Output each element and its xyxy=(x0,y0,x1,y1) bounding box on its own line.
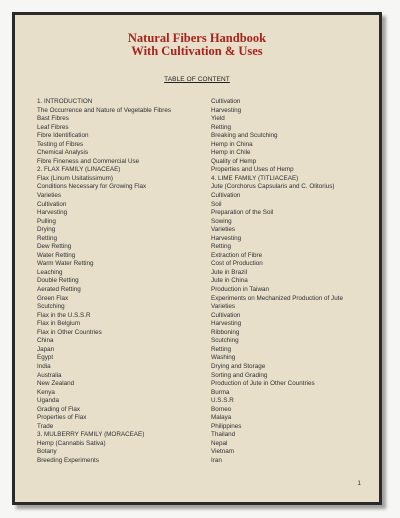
toc-column-right xyxy=(211,98,376,466)
toc-entry: 4. LIME FAMILY (TITLIACEAE) xyxy=(211,174,299,182)
toc-entry: Breaking and Scutching xyxy=(211,132,278,140)
toc-entry: Pulling xyxy=(37,217,56,225)
toc-entry: Sowing xyxy=(211,217,232,225)
toc-entry: Preparation of the Soil xyxy=(211,209,274,217)
toc-entry: The Occurrence and Nature of Vegetable Fibres xyxy=(37,106,172,114)
toc-entry: Flax in Belgium xyxy=(37,320,81,328)
toc-entry: Iran xyxy=(211,456,222,464)
document-page xyxy=(12,12,382,505)
toc-entry: Retting xyxy=(211,243,231,251)
toc-entry: Cultivation xyxy=(211,192,241,200)
toc-entry: Burma xyxy=(211,388,230,396)
toc-entry: Borneo xyxy=(211,405,232,413)
toc-entry: Washing xyxy=(211,354,236,362)
toc-entry: 2. FLAX FAMILY (LINACEAE) xyxy=(37,166,121,174)
toc-entry: Vietnam xyxy=(211,448,234,456)
toc-entry: Conditions Necessary for Growing Flax xyxy=(37,183,147,191)
toc-entry: Fibre Identification xyxy=(37,132,89,140)
toc-entry: Sorting and Grading xyxy=(211,371,268,379)
toc-entry: Cultivation xyxy=(211,98,241,105)
toc-entry: Hemp (Cannabis Sativa) xyxy=(37,439,106,447)
toc-entry: Cultivation xyxy=(37,200,67,208)
toc-entry: Harvesting xyxy=(211,234,242,242)
toc-entry: Varieties xyxy=(211,303,236,311)
toc-entry: Nepal xyxy=(211,439,228,447)
toc-entry: Hemp in Chile xyxy=(211,149,251,157)
toc-column-left xyxy=(37,98,207,466)
toc-entry: Australia xyxy=(37,371,62,379)
toc-entry: Flax in the U.S.S.R xyxy=(37,311,91,319)
toc-entry: Jute in Brazil xyxy=(211,268,248,276)
toc-entry: Warm Water Retting xyxy=(37,260,94,268)
toc-entry: 3. MULBERRY FAMILY (MORACEAE) xyxy=(37,431,145,439)
toc-entry: Thailand xyxy=(211,431,236,439)
toc-entry: Philippines xyxy=(211,422,242,430)
toc-entry: Retting xyxy=(211,345,231,353)
toc-entry: Jute (Corchorus Capsularis and C. Olitorius) xyxy=(211,183,335,191)
toc-entry: India xyxy=(37,362,51,370)
book-title: Natural Fibers Handbook xyxy=(127,31,267,45)
toc-entry: Production in Taiwan xyxy=(211,286,269,294)
toc-entry: China xyxy=(37,337,54,345)
toc-entry: Scutching xyxy=(211,337,239,345)
toc-entry: Retting xyxy=(37,234,57,242)
toc-entry: Production of Jute in Other Countries xyxy=(211,380,315,388)
toc-entry: Harvesting xyxy=(211,320,242,328)
toc-entry: Fibre Fineness and Commercial Use xyxy=(37,157,140,165)
toc-entry: Uganda xyxy=(37,397,60,405)
book-subtitle: With Cultivation & Uses xyxy=(131,44,263,58)
toc-entry: New Zealand xyxy=(37,380,75,388)
toc-entry: Varieties xyxy=(211,226,236,234)
toc-entry: Retting xyxy=(211,123,231,131)
toc-entry: Cost of Production xyxy=(211,260,263,268)
toc-entry: Trade xyxy=(37,422,54,430)
toc-entry: Properties and Uses of Hemp xyxy=(211,166,294,174)
toc-entry: Hemp in China xyxy=(211,140,253,148)
toc-entry: Drying and Storage xyxy=(211,362,266,370)
toc-entry: Harvesting xyxy=(211,106,242,114)
toc-entry: Extraction of Fibre xyxy=(211,251,263,259)
toc-entry: 1. INTRODUCTION xyxy=(37,98,93,105)
toc-entry: Malaya xyxy=(211,414,232,422)
toc-entry: Kenya xyxy=(37,388,55,396)
toc-entry: Flax (Linum Usitatissimum) xyxy=(37,174,113,182)
toc-entry: Dew Retting xyxy=(37,243,72,251)
toc-entry: Ribboning xyxy=(211,328,240,336)
toc-entry: Breeding Experiments xyxy=(37,456,99,464)
toc-entry: Properties of Flax xyxy=(37,414,87,422)
toc-entry: Drying xyxy=(37,226,56,234)
toc-entry: Jute in China xyxy=(211,277,248,285)
toc-entry: Chemical Analysis xyxy=(37,149,89,157)
toc-entry: Japan xyxy=(37,345,55,353)
toc-entry: Harvesting xyxy=(37,209,68,217)
toc-heading: TABLE OF CONTENT xyxy=(164,76,230,83)
toc-entry: Egypt xyxy=(37,354,54,362)
toc-entry: Varieties xyxy=(37,192,62,200)
toc-entry: Leaching xyxy=(37,268,63,276)
page-number: 1 xyxy=(357,480,361,487)
toc-entry: Testing of Fibres xyxy=(37,140,84,148)
toc-entry: Flax in Other Countries xyxy=(37,328,102,336)
toc-entry: Cultivation xyxy=(211,311,241,319)
toc-entry: Quality of Hemp xyxy=(211,157,257,165)
toc-entry: Soil xyxy=(211,200,222,208)
toc-entry: Grading of Flax xyxy=(37,405,81,413)
toc-entry: Experiments on Mechanized Production of Jute xyxy=(211,294,343,302)
toc-entry: Scutching xyxy=(37,303,65,311)
toc-entry: Yield xyxy=(211,115,225,123)
toc-entry: U.S.S.R xyxy=(211,397,234,405)
toc-entry: Green Flax xyxy=(37,294,69,302)
toc-entry: Bast Fibres xyxy=(37,115,69,123)
toc-entry: Leaf Fibres xyxy=(37,123,69,131)
toc-entry: Water Retting xyxy=(37,251,76,259)
toc-entry: Double Retting xyxy=(37,277,79,285)
toc-entry: Botany xyxy=(37,448,57,456)
toc-entry: Aerated Retting xyxy=(37,286,81,294)
